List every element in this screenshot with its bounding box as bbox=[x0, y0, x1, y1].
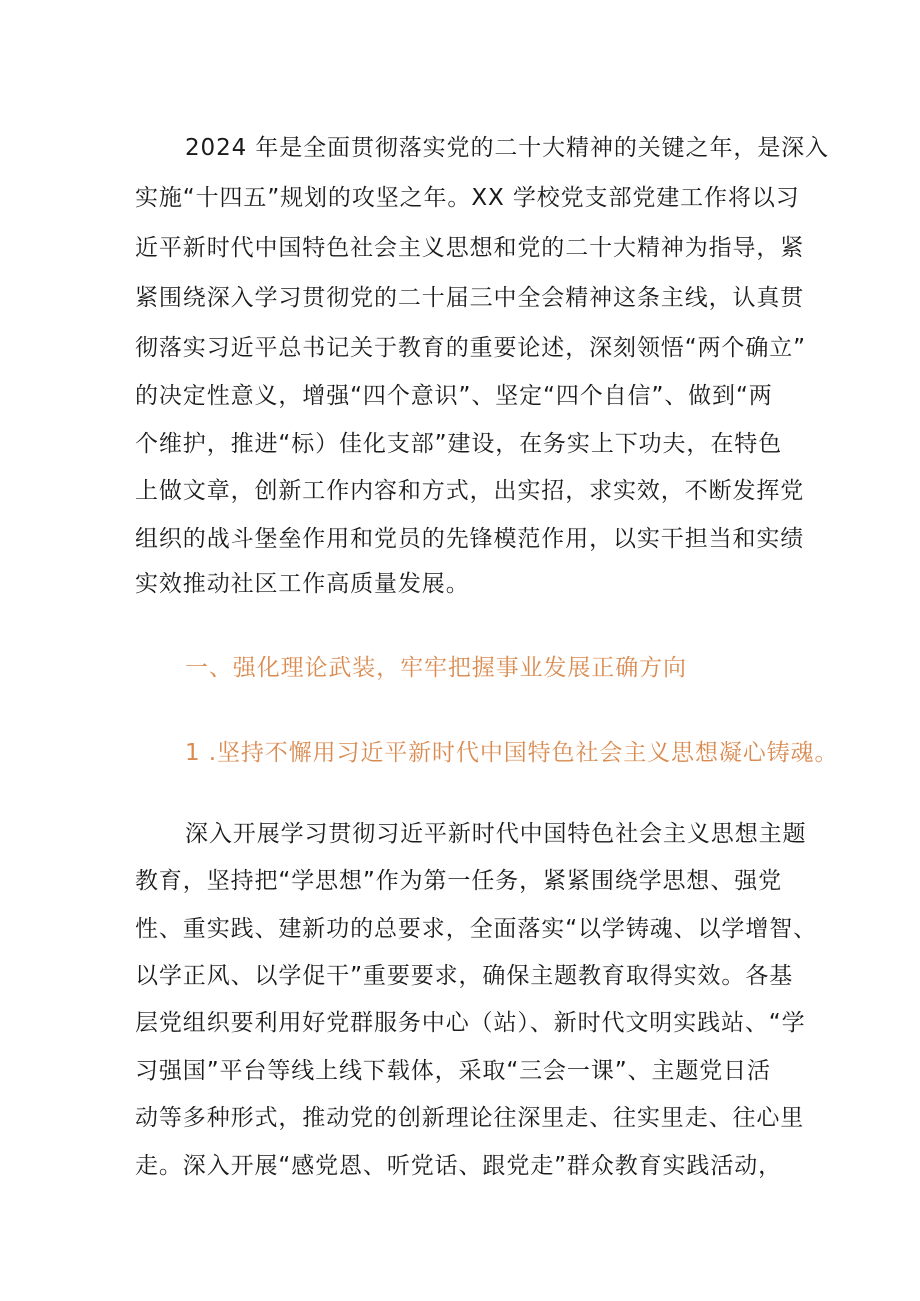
body-line-6: 习强国”平台等线上线下载体，采取“三会一课”、主题党日活 bbox=[135, 1058, 771, 1084]
body-line-3: 性、重实践、建新功的总要求，全面落实“以学铸魂、以学增智、 bbox=[135, 916, 818, 942]
intro-line-8: 上做文章，创新工作内容和方式，出实招，求实效，不断发挥党 bbox=[135, 478, 805, 504]
intro-line-9: 组织的战斗堡垒作用和党员的先锋模范作用，以实干担当和实绩 bbox=[135, 526, 805, 552]
section-heading: 一、强化理论武装，牢牢把握事业发展正确方向 bbox=[185, 655, 687, 681]
body-line-4: 以学正风、以学促干”重要要求，确保主题教育取得实效。各基 bbox=[135, 963, 794, 989]
body-line-2: 教育，坚持把“学思想”作为第一任务，紧紧围绕学思想、强党 bbox=[135, 868, 783, 894]
intro-line-7: 个维护，推进“标）佳化支部”建设，在务实上下功夫，在特色 bbox=[135, 431, 783, 457]
intro-line-5: 彻落实习近平总书记关于教育的重要论述，深刻领悟“两个确立” bbox=[135, 335, 806, 361]
subheading: 1 .坚持不懈用习近平新时代中国特色社会主义思想凝心铸魂。 bbox=[185, 740, 839, 766]
intro-line-4: 紧围绕深入学习贯彻党的二十届三中全会精神这条主线，认真贯 bbox=[135, 285, 805, 311]
intro-line-10: 实效推动社区工作高质量发展。 bbox=[135, 571, 470, 597]
intro-line-1: 2024 年是全面贯彻落实党的二十大精神的关键之年，是深入 bbox=[185, 135, 829, 161]
intro-line-3: 近平新时代中国特色社会主义思想和党的二十大精神为指导，紧 bbox=[135, 235, 805, 261]
body-line-7: 动等多种形式，推动党的创新理论往深里走、往实里走、往心里 bbox=[135, 1105, 805, 1131]
body-line-1: 深入开展学习贯彻习近平新时代中国特色社会主义思想主题 bbox=[185, 821, 807, 847]
intro-line-2: 实施“十四五”规划的攻坚之年。XX 学校党支部党建工作将以习 bbox=[135, 185, 800, 211]
body-line-5: 层党组织要利用好党群服务中心（站）、新时代文明实践站、“学 bbox=[135, 1010, 806, 1036]
body-line-8: 走。深入开展“感党恩、听党话、跟党走”群众教育实践活动， bbox=[135, 1153, 783, 1179]
intro-line-6: 的决定性意义，增强“四个意识”、坚定“四个自信”、做到“两 bbox=[135, 383, 773, 409]
